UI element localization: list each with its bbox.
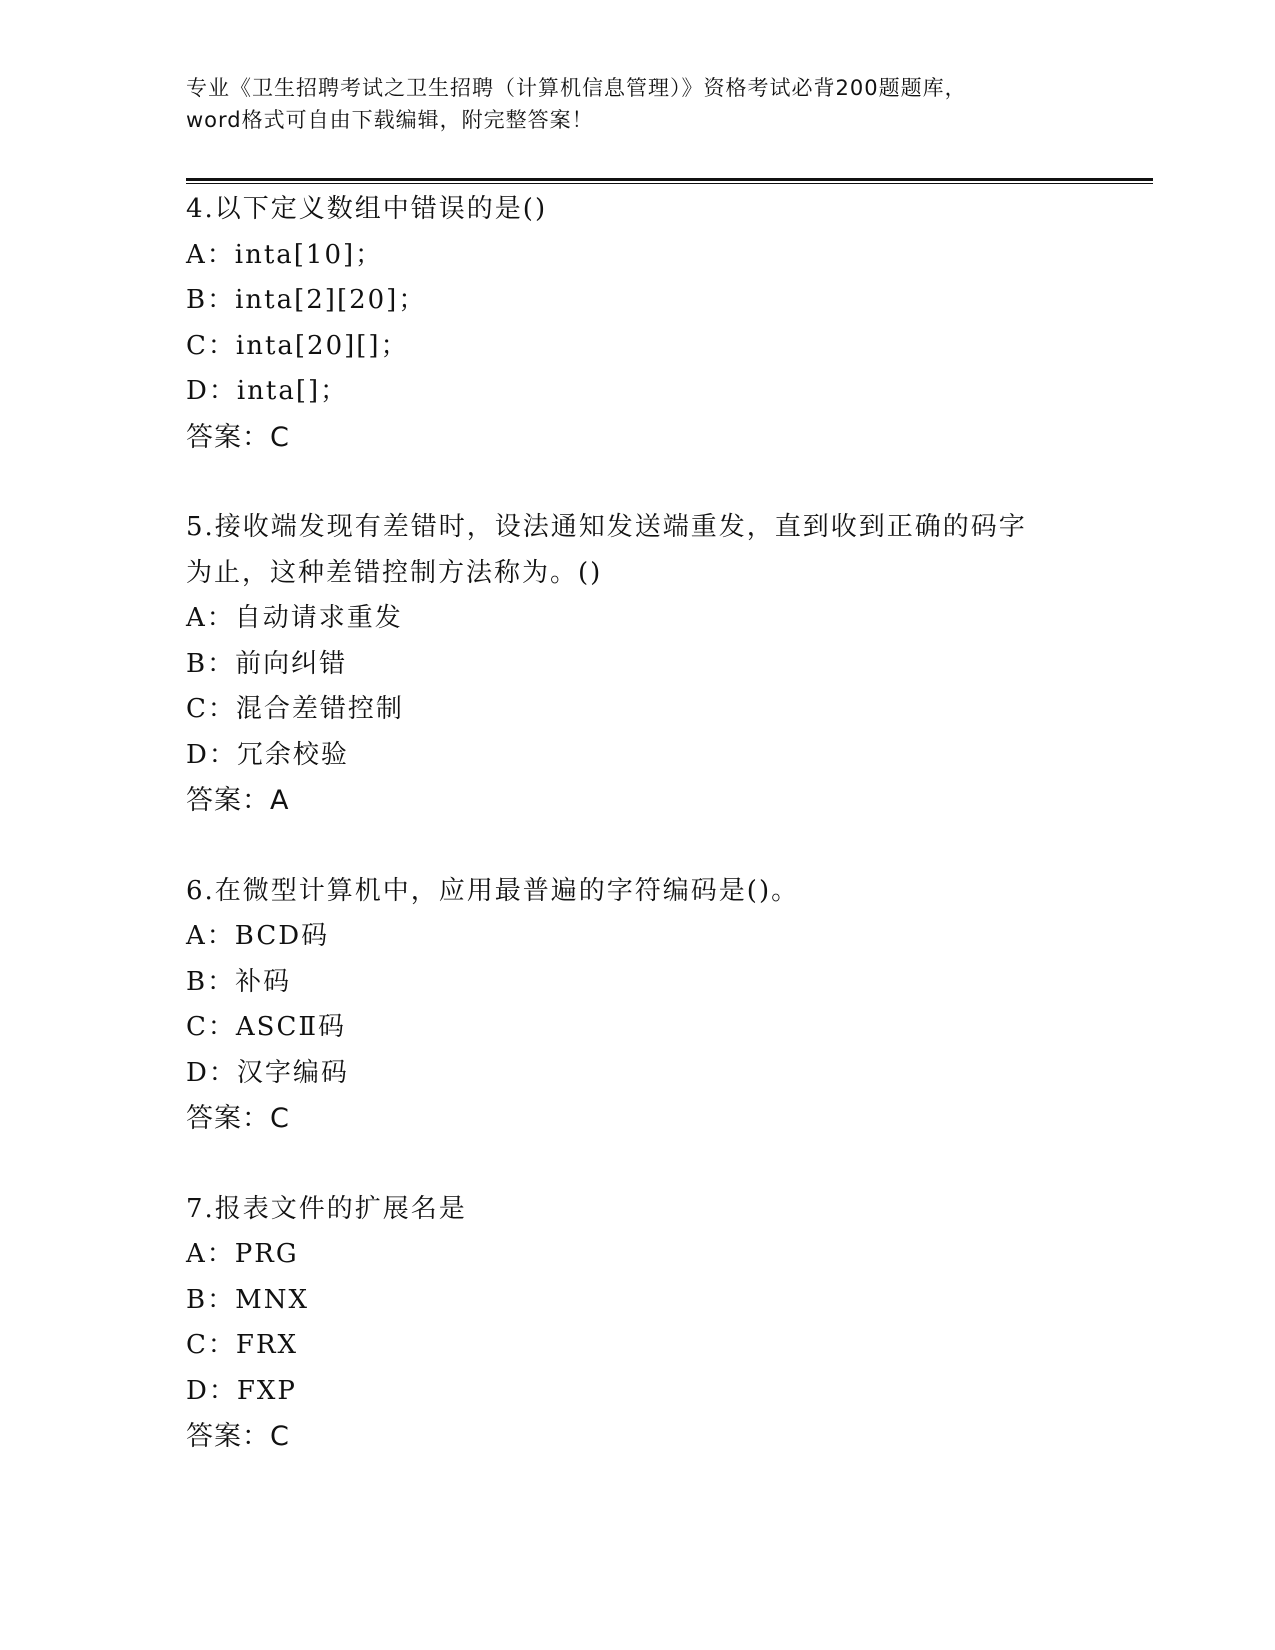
option-text: inta[20][]；	[235, 330, 409, 361]
question-stem: 5.接收端发现有差错时，设法通知发送端重发，直到收到正确的码字	[186, 512, 1027, 542]
option-letter: D：	[186, 1375, 237, 1406]
option-text: MNX	[235, 1284, 309, 1315]
option-letter: C：	[186, 330, 236, 361]
option-text: FXP	[236, 1375, 297, 1406]
header-divider-thick	[186, 178, 1153, 181]
option-letter: B：	[186, 285, 236, 315]
header-line-1: 专业《卫生招聘考试之卫生招聘（计算机信息管理）》资格考试必背200题题库，	[186, 76, 967, 100]
option-d	[186, 733, 1146, 779]
option-text: 汉字编码	[236, 1057, 349, 1088]
question-item	[186, 187, 1146, 460]
option-b	[186, 960, 1146, 1006]
option-c	[186, 1323, 1146, 1369]
question-item	[186, 869, 1146, 1142]
option-c	[186, 687, 1146, 733]
option-letter: D：	[186, 376, 237, 406]
option-text: inta[10]；	[234, 239, 384, 270]
option-text: BCD码	[234, 921, 330, 951]
option-letter: C：	[186, 1012, 236, 1042]
option-text: 混合差错控制	[235, 694, 404, 724]
header-line-2: word格式可自由下载编辑，附完整答案！	[186, 108, 594, 132]
option-text: FRX	[235, 1330, 299, 1360]
question-stem: 6.在微型计算机中，应用最普遍的字符编码是()。	[186, 875, 800, 906]
option-d	[186, 1369, 1146, 1415]
option-text: 冗余校验	[236, 739, 349, 770]
option-letter: C：	[186, 1330, 236, 1360]
option-a	[186, 914, 1146, 960]
option-text: PRG	[234, 1239, 299, 1269]
option-text: 补码	[235, 966, 292, 997]
option-letter: C：	[186, 694, 236, 724]
option-a	[186, 1232, 1146, 1278]
option-letter: A：	[186, 239, 235, 270]
question-list	[186, 187, 1146, 1505]
header-divider-thin	[186, 183, 1153, 184]
question-item	[186, 505, 1146, 824]
question-item	[186, 1187, 1146, 1460]
option-letter: A：	[186, 921, 235, 951]
answer-line: 答案：C	[186, 421, 290, 453]
option-a	[186, 233, 1146, 279]
question-stem-continued: 为止，这种差错控制方法称为。()	[186, 557, 603, 588]
option-c	[186, 1005, 1146, 1051]
answer-line: 答案：A	[186, 785, 290, 816]
document-header	[186, 72, 1086, 136]
option-letter: A：	[186, 603, 235, 633]
option-letter: B：	[186, 1284, 236, 1315]
option-letter: A：	[186, 1239, 235, 1269]
option-b	[186, 642, 1146, 688]
option-c	[186, 324, 1146, 370]
question-stem: 7.报表文件的扩展名是	[186, 1193, 467, 1224]
option-letter: B：	[186, 648, 236, 679]
answer-line: 答案：C	[186, 1103, 290, 1134]
option-b	[186, 1278, 1146, 1324]
answer-line: 答案：C	[186, 1421, 290, 1452]
option-letter: D：	[186, 1057, 237, 1088]
option-letter: B：	[186, 966, 236, 997]
option-text: inta[]；	[236, 376, 349, 406]
option-b	[186, 278, 1146, 324]
option-text: 自动请求重发	[234, 603, 403, 633]
option-text: ASCⅡ码	[235, 1012, 347, 1042]
option-d	[186, 1051, 1146, 1097]
option-d	[186, 369, 1146, 415]
option-a	[186, 596, 1146, 642]
option-text: 前向纠错	[235, 648, 348, 679]
question-stem: 4.以下定义数组中错误的是()	[186, 194, 548, 224]
option-letter: D：	[186, 739, 237, 770]
option-text: inta[2][20]；	[235, 285, 427, 315]
